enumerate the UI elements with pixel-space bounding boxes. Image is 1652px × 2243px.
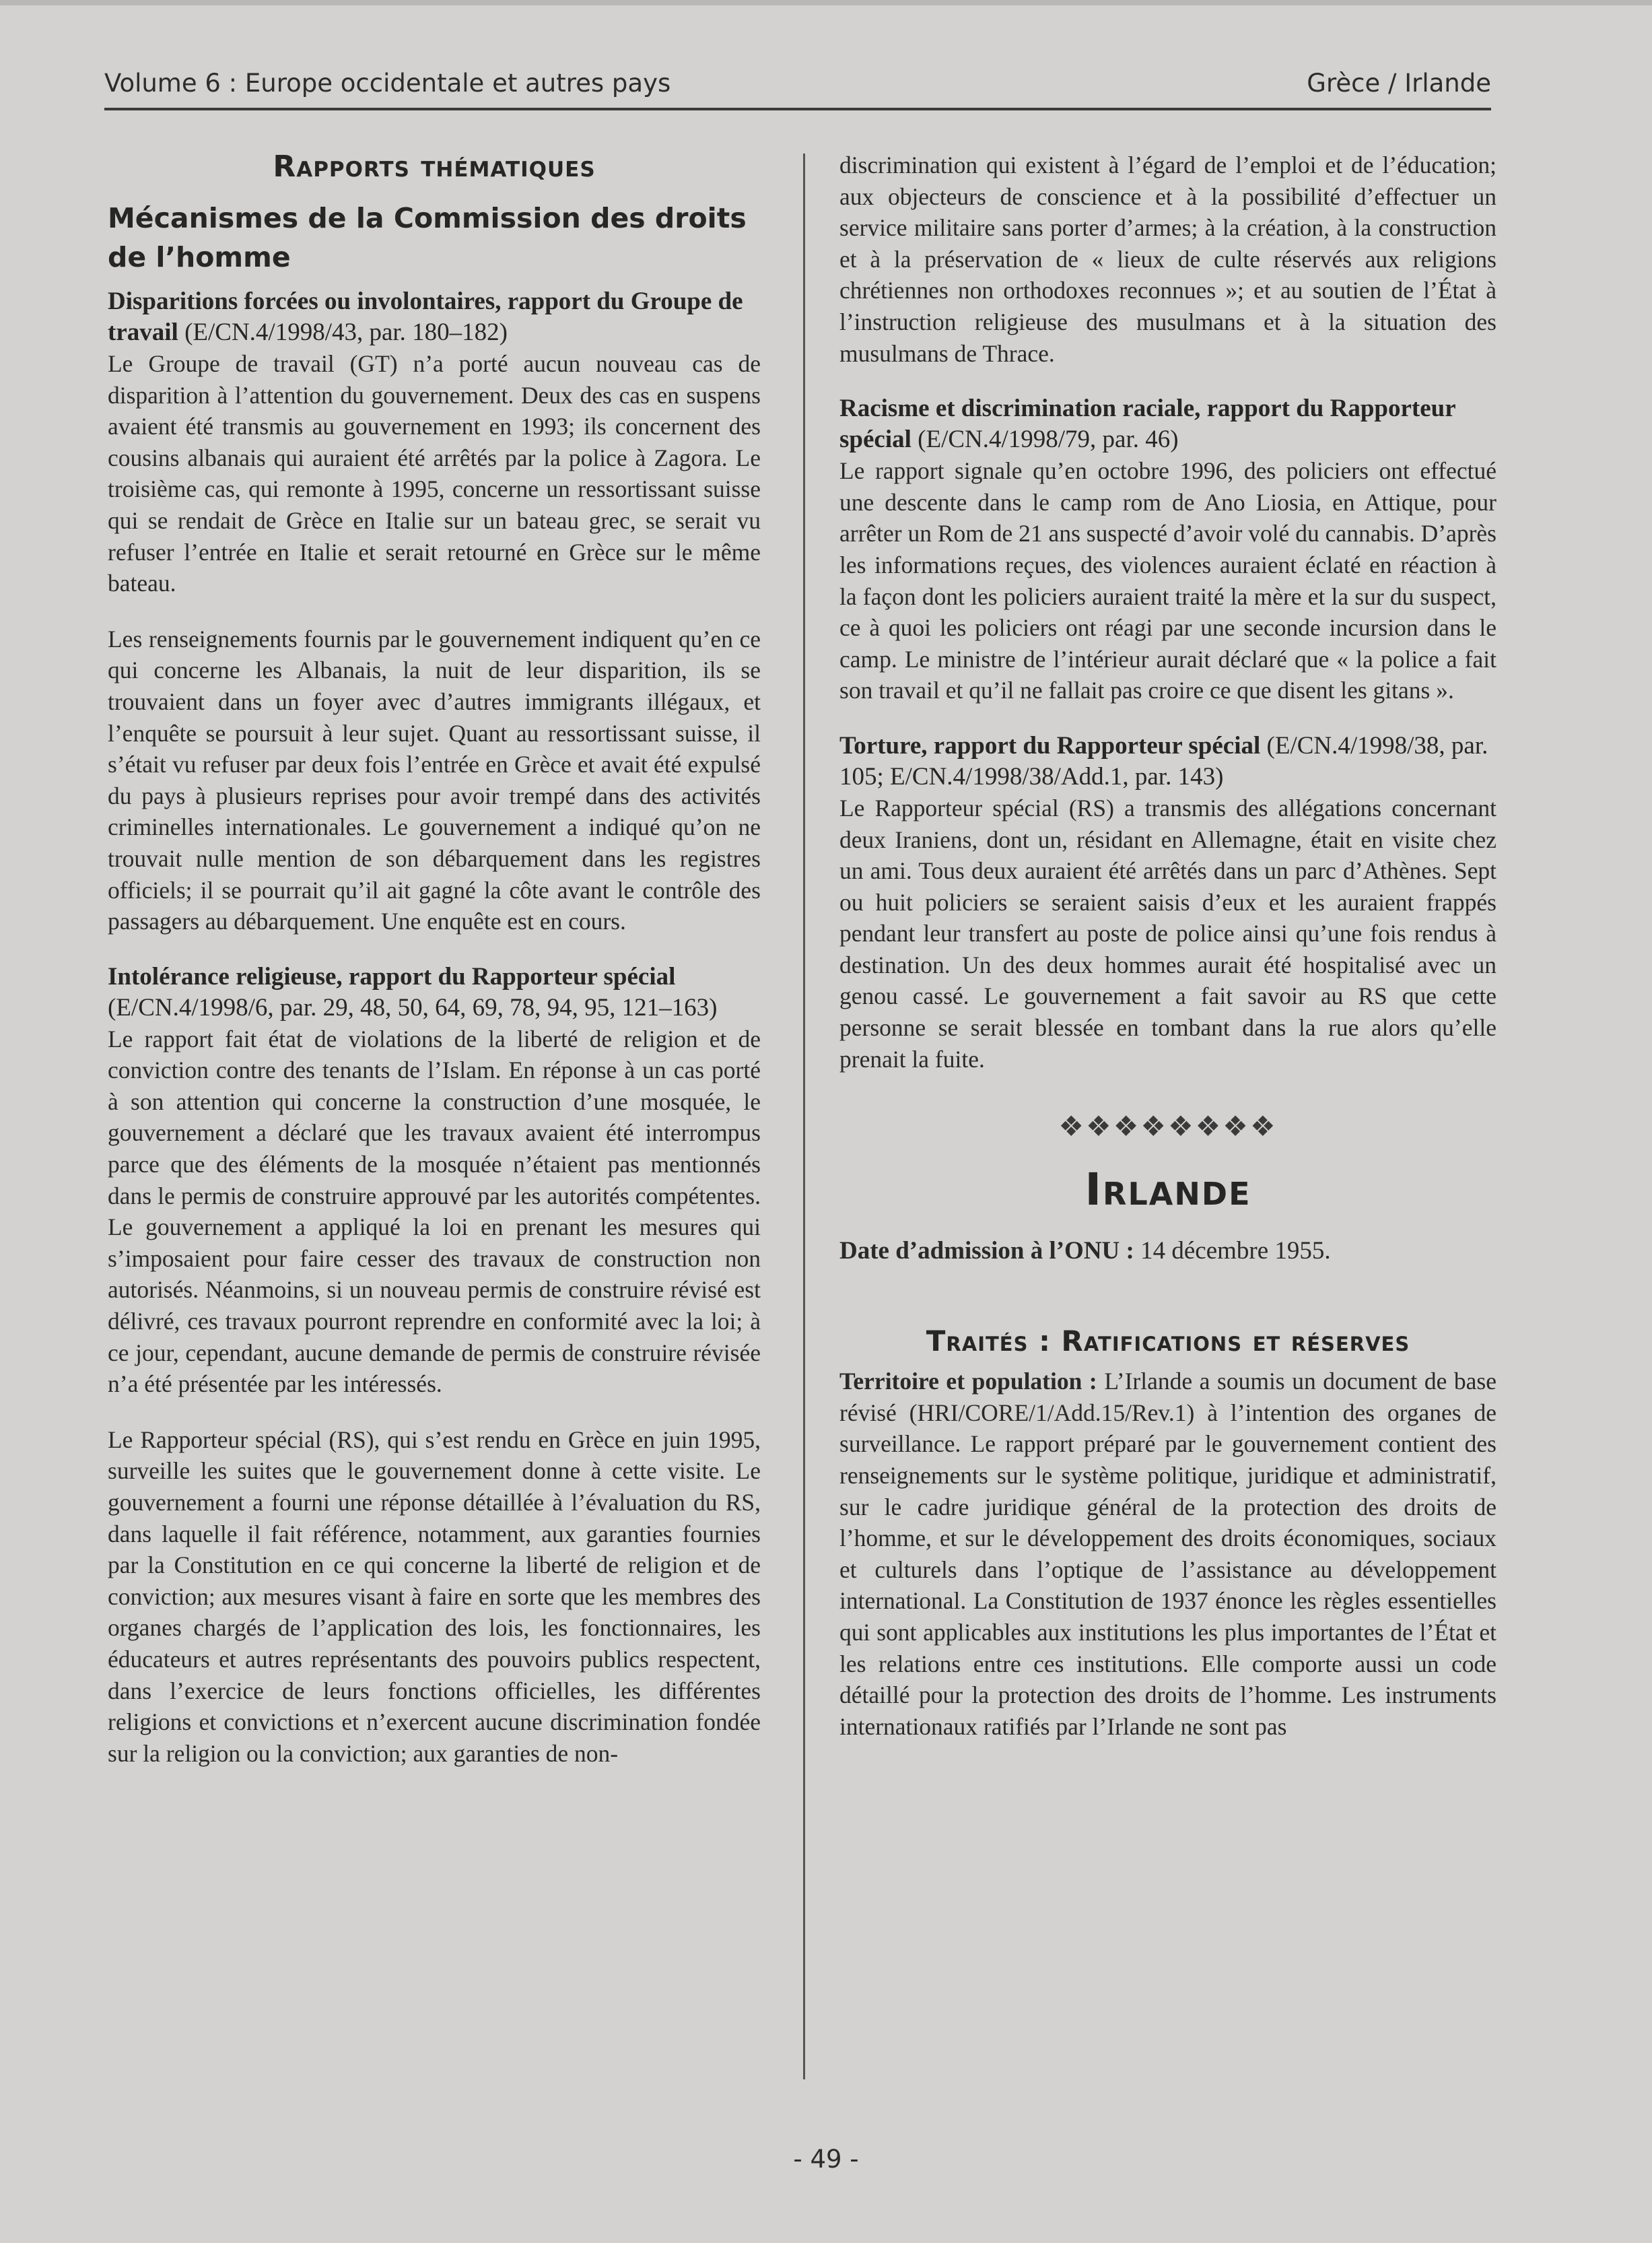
- heading-racisme: [839, 393, 1496, 455]
- header-rule: [104, 108, 1491, 110]
- column-divider: [803, 154, 805, 2079]
- heading-torture-ref: (E/CN.4/1998/38, par. 105; E/CN.4/1998/38/Add.1, par. 143): [839, 731, 1488, 791]
- heading-disparitions-bold: Disparitions forcées ou involontaires, rapport du Groupe de travail: [108, 288, 743, 346]
- paragraph-intolerance-1: Le rapport fait état de violations de la liberté de religion et de conviction contre des tenants de l’Islam. En réponse à un cas porté à son attention qui concerne la construction d’une mosquée, le gouvernement a déclaré que les travaux avaient été interrompus parce que des éléments de la mosquée n’étaient pas mentionnés dans le permis de construire approuvé par les autorités compétentes. Le gouvernement a appliqué la loi en prenant les mesures qui s’imposaient pour faire cesser des travaux de construction non autorisés. Néanmoins, si un nouveau permis de construire révisé est délivré, ces travaux pourront reprendre en conformité avec la loi; à ce jour, cependant, aucune demande de permis de construire révisée n’a été présentée par les intéressés.: [108, 1025, 761, 1398]
- page-top-edge: [0, 0, 1652, 5]
- section-title: Rapports thématiques: [273, 149, 596, 184]
- paragraph-disparitions-2: Les renseignements fournis par le gouvernement indiquent qu’en ce qui concerne les Albanais, la nuit de leur disparition, ils se trouvaient dans un foyer avec d’autres immigrants illégaux, et l’enquête se poursuit à leur sujet. Quant au ressortissant suisse, il s’était vu refuser par deux fois l’entrée en Grèce et avait été expulsé du pays à plusieurs reprises pour avoir trempé dans des activités criminelles internationales. Le gouvernement a indiqué qu’on ne trouvait nulle mention de son débarquement dans les registres officiels; il se pourrait qu’il ait gagné la côte avant le contrôle des passagers au débarquement. Une enquête est en cours.: [108, 625, 761, 935]
- heading-torture: [839, 731, 1496, 793]
- ornament-divider: ❖❖❖❖❖❖❖❖: [1058, 1112, 1278, 1143]
- paragraph-continuation: discrimination qui existent à l’égard de l’emploi et de l’éducation; aux objecteurs de conscience et à la possibilité d’effectuer un service militaire sans porter d’armes; à la création, à la construction et à la préservation de « lieux de culte réservés aux religions chrétiennes non orthodoxes reconnues »; et au soutien de l’État à l’instruction religieuse des musulmans et à la situation des musulmans de Thrace.: [839, 152, 1496, 367]
- right-column: [839, 149, 1496, 1742]
- territory-text: L’Irlande a soumis un document de base révisé (HRI/CORE/1/Add.15/Rev.1) à l’intention des organes de surveillance. Le rapport préparé par le gouvernement contient des renseignements sur le système politique, juridique et administratif, sur le cadre juridique général de la protection des droits de l’homme, et sur le développement des droits économiques, sociaux et culturels dans l’optique de l’assistance au développement international. La Constitution de 1937 énonce les règles essentielles qui sont applicables aux institutions les plus importantes de l’État et les relations entre ces institutions. Elle comporte aussi un code détaillé pour la protection des droits de l’homme. Les instruments internationaux ratifiés par l’Irlande ne sont pas: [839, 1368, 1496, 1740]
- heading-torture-bold: Torture, rapport du Rapporteur spécial: [839, 731, 1261, 760]
- heading-intolerance-ref: (E/CN.4/1998/6, par. 29, 48, 50, 64, 69, 78, 94, 95, 121–163): [108, 993, 718, 1022]
- heading-intolerance: [108, 962, 761, 1024]
- paragraph-territory: [839, 1366, 1496, 1742]
- left-column: [108, 149, 761, 1769]
- country-title: Irlande: [1085, 1164, 1251, 1216]
- heading-disparitions-ref: (E/CN.4/1998/43, par. 180–182): [178, 319, 508, 346]
- paragraph-intolerance-2: Le Rapporteur spécial (RS), qui s’est rendu en Grèce en juin 1995, surveille les suites que le gouvernement donne à cette visite. Le gouvernement a fourni une réponse détaillée à l’évaluation du RS, dans laquelle il fait référence, notamment, aux garanties fournies par la Constitution en ce qui concerne la liberté de religion et de conviction; aux mesures visant à faire en sorte que les membres des organes chargés de l’application des lois, les fonctionnaires, les éducateurs et autres représentants des pouvoirs publics respectent, dans l’exercice de leurs fonctions officielles, les différentes religions et convictions et n’exercent aucune discrimination fondée sur la religion ou la conviction; aux garanties de non-: [108, 1426, 761, 1767]
- admission-value: 14 décembre 1955.: [1134, 1237, 1331, 1265]
- heading-intolerance-bold: Intolérance religieuse, rapport du Rapporteur spécial: [108, 962, 676, 991]
- heading-disparitions: [108, 286, 761, 348]
- admission-date: [839, 1236, 1496, 1267]
- header-volume-title: Volume 6 : Europe occidentale et autres pays: [104, 69, 671, 98]
- paragraph-disparitions-1: Le Groupe de travail (GT) n’a porté aucun nouveau cas de disparition à l’attention du gouvernement. Deux des cas en suspens avaient été transmis au gouvernement en 1993; ils concernent des cousins albanais qui auraient été arrêtés par la police à Zagora. Le troisième cas, qui remonte à 1995, concerne un ressortissant suisse qui se rendait de Grèce en Italie sur un bateau grec, se serait vu refuser l’entrée en Italie et serait retourné en Grèce sur le même bateau.: [108, 350, 761, 597]
- treaties-title: Traités : Ratifications et réserves: [926, 1325, 1410, 1358]
- subsection-title: Mécanismes de la Commission des droits de l’homme: [108, 202, 747, 273]
- heading-racisme-ref: (E/CN.4/1998/79, par. 46): [911, 426, 1179, 454]
- paragraph-torture-1: Le Rapporteur spécial (RS) a transmis des allégations concernant deux Iraniens, dont un, résidant en Allemagne, était en visite chez un ami. Tous deux auraient été arrêtés dans un parc d’Athènes. Sept ou huit policiers se seraient saisis d’eux et les auraient frappés pendant leur transfert au poste de police ainsi qu’une fois rendus à destination. Un des deux hommes aurait été hospitalisé avec un genou cassé. Le gouvernement a fait savoir au RS que cette personne se serait blessée en tombant dans la rue alors qu’elle prenait la fuite.: [839, 794, 1496, 1073]
- header-country-title: Grèce / Irlande: [1307, 69, 1491, 98]
- heading-racisme-bold: Racisme et discrimination raciale, rapport du Rapporteur spécial: [839, 395, 1455, 454]
- page-number: - 49 -: [793, 2145, 859, 2174]
- territory-label: Territoire et population :: [839, 1368, 1097, 1395]
- admission-label: Date d’admission à l’ONU :: [839, 1237, 1134, 1265]
- paragraph-racisme-1: Le rapport signale qu’en octobre 1996, des policiers ont effectué une descente dans le camp rom de Ano Liosia, en Attique, pour arrêter un Rom de 21 ans suspecté d’avoir volé du cannabis. D’après les informations reçues, des violences auraient éclaté en réaction à la façon dont les policiers auraient traité la mère et la sur du suspect, ce à quoi les policiers ont réagi par une seconde incursion dans le camp. Le ministre de l’intérieur aurait déclaré que « la police a fait son travail et qu’il ne fallait pas croire ce que disent les gitans ».: [839, 457, 1496, 704]
